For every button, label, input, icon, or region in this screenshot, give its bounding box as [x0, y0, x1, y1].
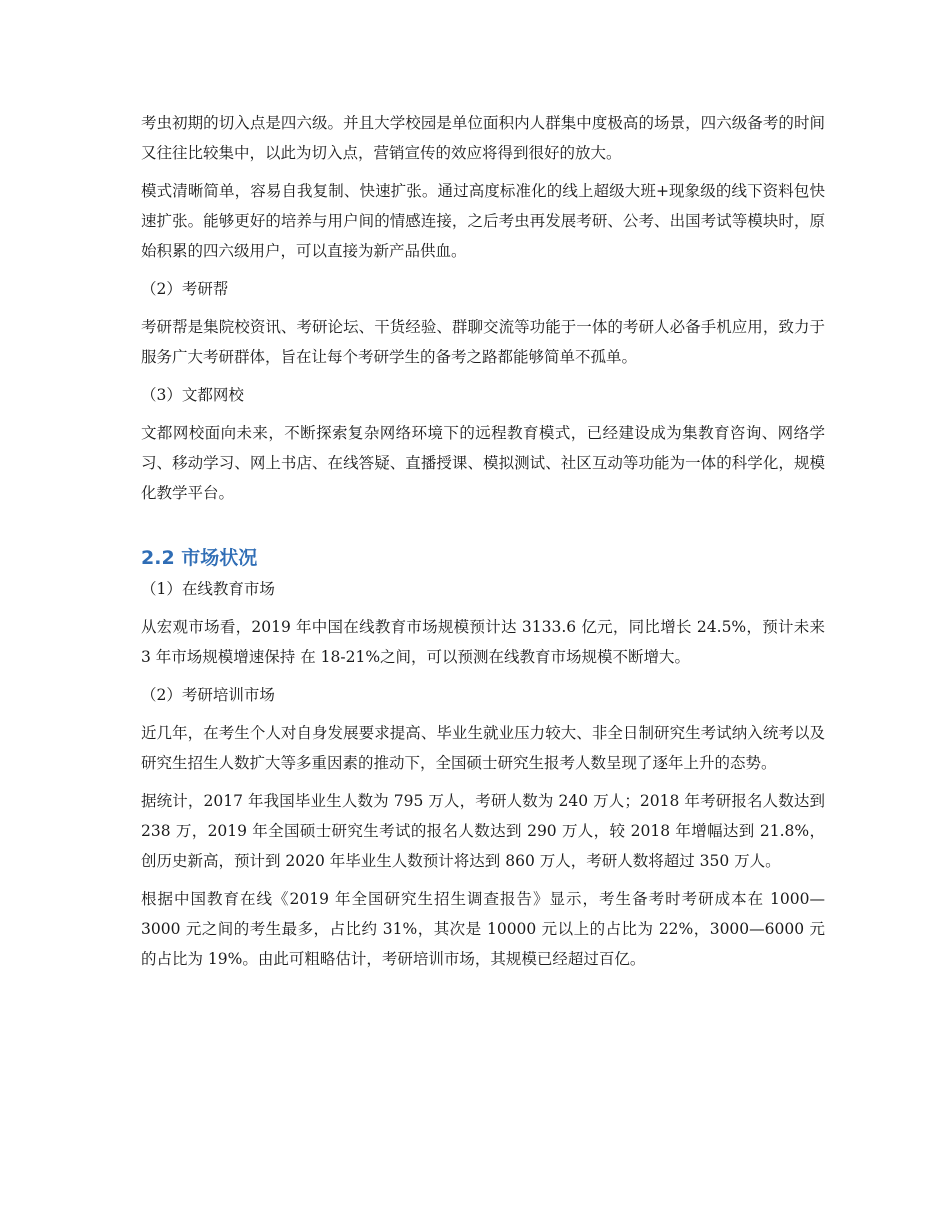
paragraph-training-cost: 根据中国教育在线《2019 年全国研究生招生调查报告》显示，考生备考时考研成本在 1000—3000 元之间的考生最多，占比约 31%，其次是 10000 元以上的占比为 22%，3000—6000 元的占比为 19%。由此可粗略估计，考研培训市场，其规模已经超过百亿。	[141, 890, 825, 968]
paragraph-training-stats: 据统计，2017 年我国毕业生人数为 795 万人，考研人数为 240 万人；2018 年考研报名人数达到 238 万，2019 年全国硕士研究生考试的报名人数达到 290 万人，较 2018 年增幅达到 21.8%，创历史新高，预计到 2020 年毕业生人数预计将达到 860 万人，考研人数将超过 350 万人。	[141, 792, 825, 870]
document-page	[141, 108, 825, 982]
subheading-wendu: （3）文都网校	[141, 386, 244, 404]
paragraph-kaochong-entry: 考虫初期的切入点是四六级。并且大学校园是单位面积内人群集中度极高的场景，四六级备考的时间又往往比较集中，以此为切入点，营销宣传的效应将得到很好的放大。	[141, 114, 825, 162]
subheading-kaoyanbang: （2）考研帮	[141, 280, 229, 298]
paragraph-online-education: 从宏观市场看，2019 年中国在线教育市场规模预计达 3133.6 亿元，同比增长 24.5%，预计未来 3 年市场规模增速保持 在 18-21%之间，可以预测在线教育市场规模不断增大。	[141, 618, 825, 666]
paragraph-wendu: 文都网校面向未来，不断探索复杂网络环境下的远程教育模式，已经建设成为集教育咨询、网络学习、移动学习、网上书店、在线答疑、直播授课、模拟测试、社区互动等功能为一体的科学化，规模化教学平台。	[141, 424, 825, 502]
paragraph-training-trend: 近几年，在考生个人对自身发展要求提高、毕业生就业压力较大、非全日制研究生考试纳入统考以及研究生招生人数扩大等多重因素的推动下，全国硕士研究生报考人数呈现了逐年上升的态势。	[141, 724, 825, 772]
paragraph-kaochong-model: 模式清晰简单，容易自我复制、快速扩张。通过高度标准化的线上超级大班+现象级的线下资料包快速扩张。能够更好的培养与用户间的情感连接，之后考虫再发展考研、公考、出国考试等模块时，原始积累的四六级用户，可以直接为新产品供血。	[141, 182, 825, 260]
subheading-training-market: （2）考研培训市场	[141, 686, 275, 704]
section-title-market: 2.2 市场状况	[141, 547, 258, 569]
subheading-online-education: （1）在线教育市场	[141, 580, 275, 598]
paragraph-kaoyanbang: 考研帮是集院校资讯、考研论坛、干货经验、群聊交流等功能于一体的考研人必备手机应用，致力于服务广大考研群体，旨在让每个考研学生的备考之路都能够简单不孤单。	[141, 318, 825, 366]
